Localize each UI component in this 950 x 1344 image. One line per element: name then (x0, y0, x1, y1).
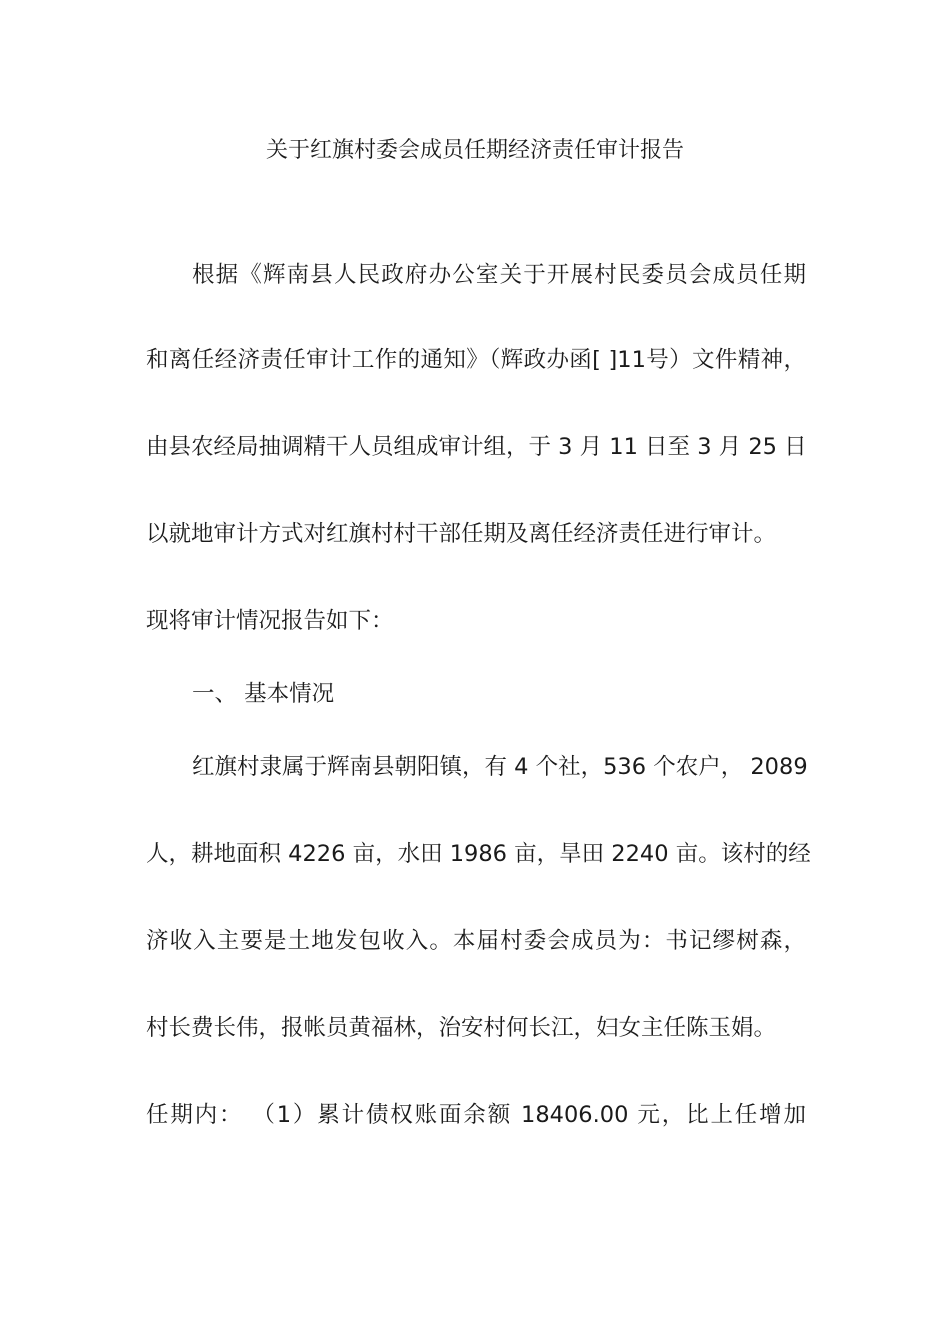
paragraph-2-line-3: 济收入主要是土地发包收入。本届村委会成员为：书记缪树森， (146, 928, 806, 954)
paragraph-2-line-4: 村长费长伟，报帐员黄福林，治安村何长江，妇女主任陈玉娟。 (146, 1015, 777, 1041)
document-title: 关于红旗村委会成员任期经济责任审计报告 (265, 138, 684, 163)
paragraph-1-line-3: 由县农经局抽调精干人员组成审计组，于 3 月 11 日至 3 月 25 日 (146, 434, 807, 460)
paragraph-2-line-2: 人，耕地面积 4226 亩，水田 1986 亩，旱田 2240 亩。该村的经 (146, 841, 811, 867)
section-1-heading: 一、 基本情况 (192, 681, 335, 707)
paragraph-2-line-5: 任期内： （1）累计债权账面余额 18406.00 元，比上任增加 (146, 1102, 806, 1128)
paragraph-1-line-4: 以就地审计方式对红旗村村干部任期及离任经济责任进行审计。 (146, 521, 777, 547)
paragraph-1-line-2: 和离任经济责任审计工作的通知》（辉政办函[ ]11号）文件精神， (146, 347, 806, 373)
paragraph-1-line-1: 根据《辉南县人民政府办公室关于开展村民委员会成员任期 (192, 262, 806, 288)
paragraph-1-line-5: 现将审计情况报告如下： (146, 608, 394, 634)
paragraph-2-line-1: 红旗村隶属于辉南县朝阳镇，有 4 个社，536 个农户， 2089 (192, 754, 808, 780)
